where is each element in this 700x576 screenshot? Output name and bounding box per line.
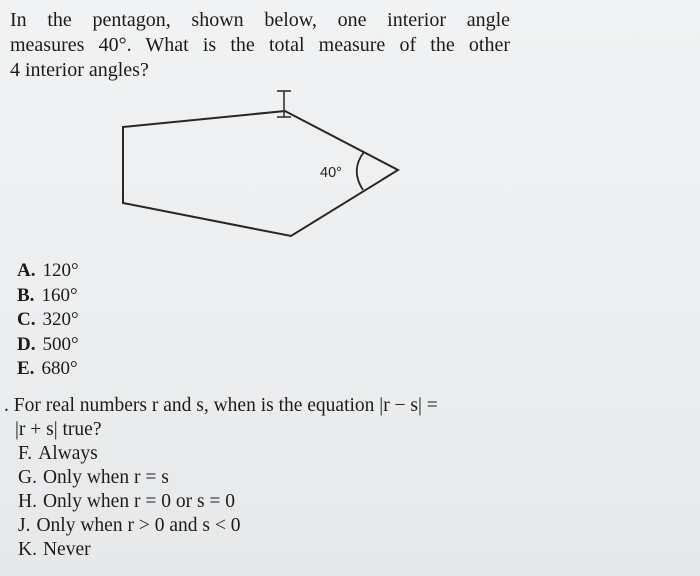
question-1-line-1: In the pentagon, shown below, one interior angle <box>10 9 510 31</box>
answer-choices-1 <box>17 259 79 382</box>
choice-c: C. 320° <box>17 309 79 330</box>
choice-j: J. Only when r > 0 and s < 0 <box>18 515 241 536</box>
choice-d: D. 500° <box>17 333 79 355</box>
choice-e: E. 680° <box>17 358 78 379</box>
question-2 <box>4 394 524 562</box>
choice-g: G. Only when r = s <box>18 467 169 488</box>
angle-arc <box>357 152 364 190</box>
choice-k: K. Never <box>18 539 91 560</box>
question-1 <box>10 8 510 83</box>
choice-b: B. 160° <box>17 284 78 306</box>
choice-h: H. Only when r = 0 or s = 0 <box>18 491 236 512</box>
angle-label: 40° <box>320 165 342 181</box>
text-cursor-icon <box>277 91 291 117</box>
choice-a: A. 120° <box>17 260 79 281</box>
pentagon-shape <box>123 111 398 236</box>
question-1-line-2: measures 40°. What is the total measure of the other <box>10 34 510 56</box>
question-2-line-2: |r + s| true? <box>15 419 102 440</box>
question-2-line-1: . For real numbers r and s, when is the equation |r − s| = <box>4 395 438 416</box>
question-1-line-3: 4 interior angles? <box>10 59 149 81</box>
choice-f: F. Always <box>18 443 98 464</box>
